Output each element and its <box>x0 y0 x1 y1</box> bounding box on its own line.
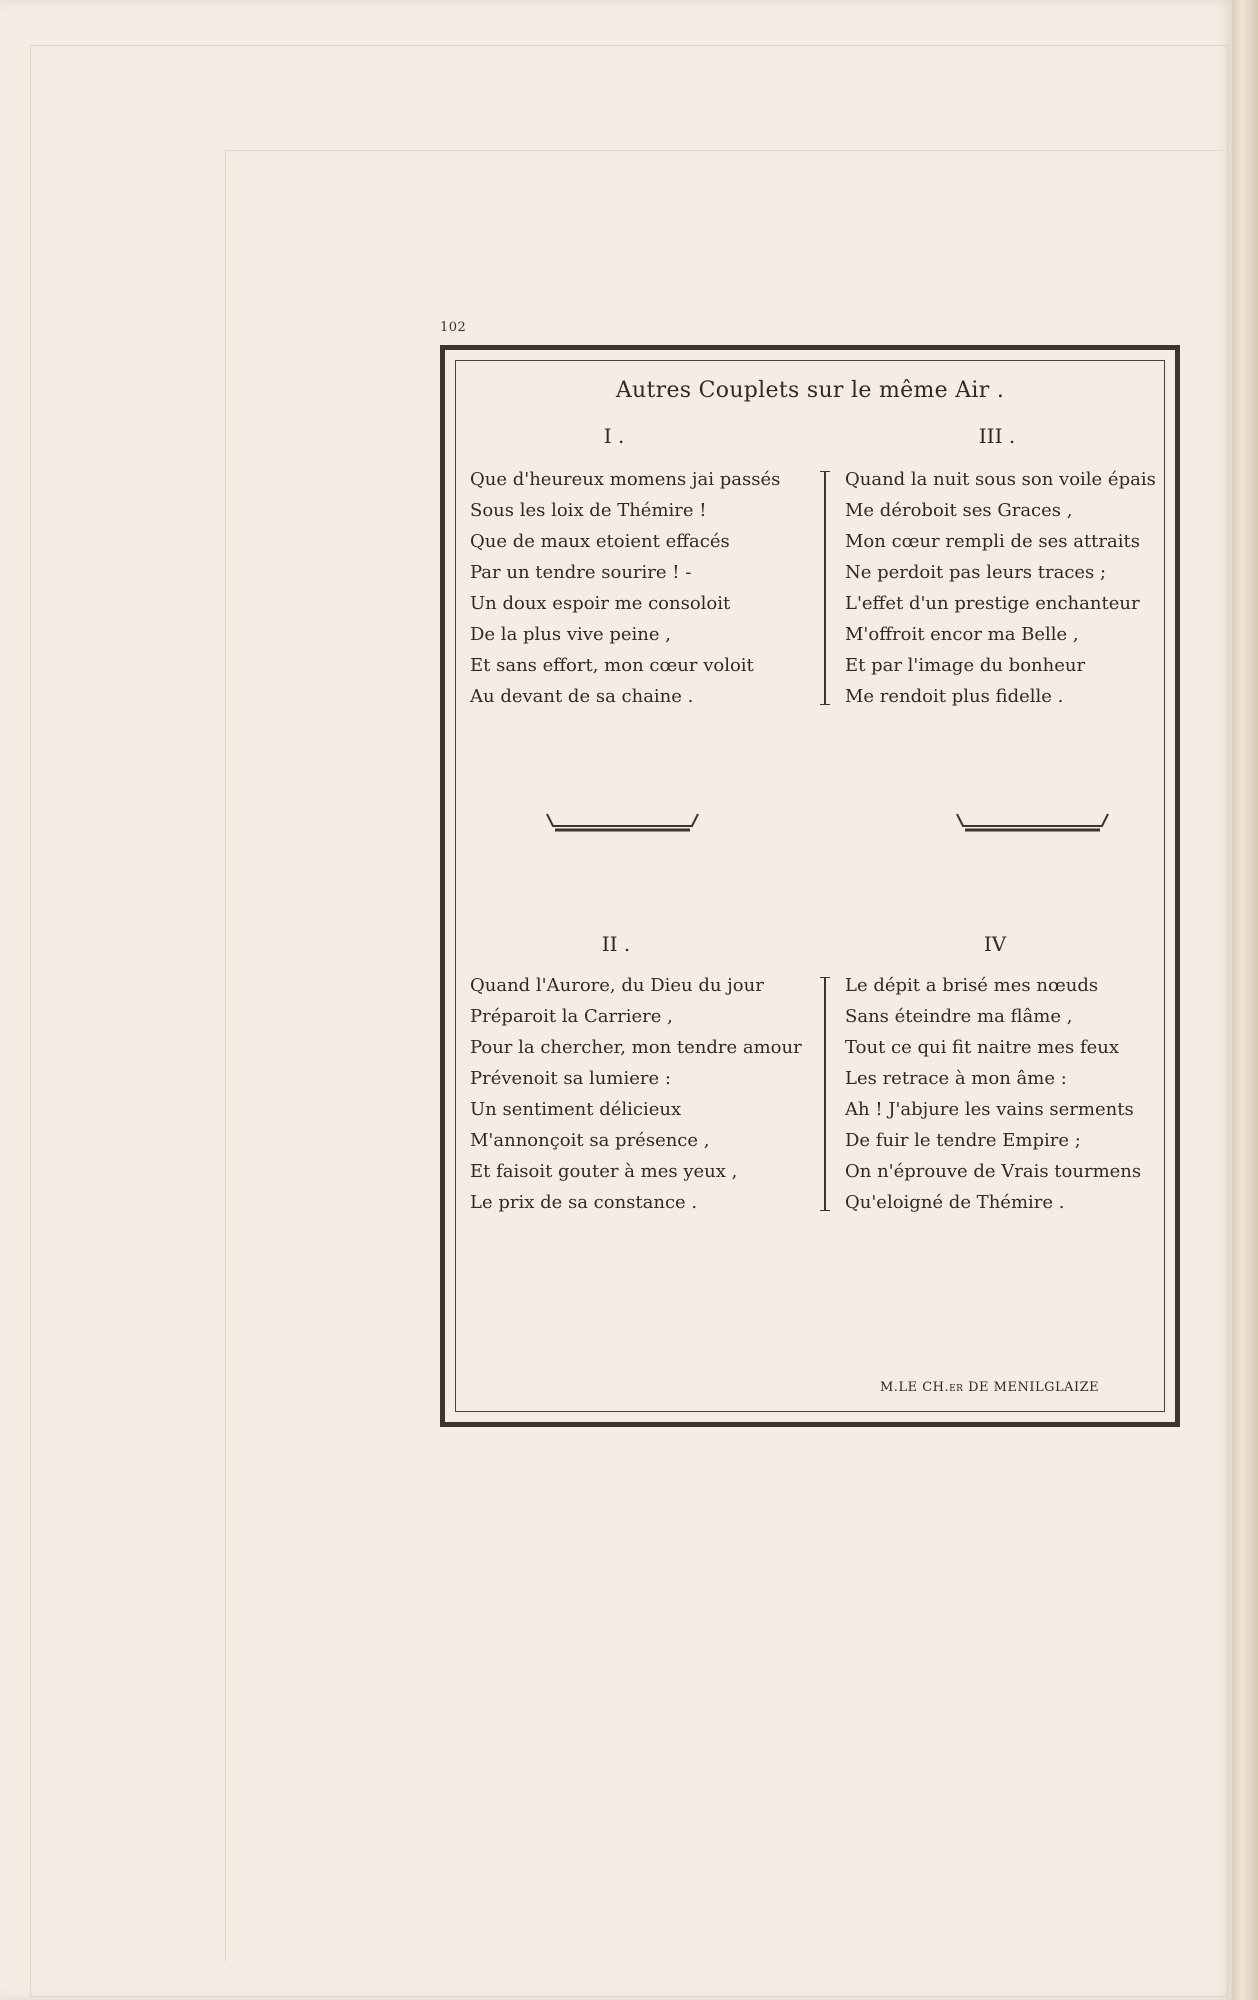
verse-line: Pour la chercher, mon tendre amour <box>470 1037 802 1058</box>
verse-line: Ne perdoit pas leurs traces ; <box>845 562 1107 583</box>
stanza-bracket-3 <box>820 471 830 705</box>
stanza-numeral-1: I . <box>603 424 625 448</box>
verse-line: Et sans effort, mon cœur voloit <box>470 655 754 676</box>
verse-line: Quand l'Aurore, du Dieu du jour <box>470 975 764 996</box>
verse-line: Me rendoit plus fidelle . <box>845 686 1064 707</box>
verse-line: M'annonçoit sa présence , <box>470 1130 710 1151</box>
stanza-numeral-3: III . <box>978 424 1016 448</box>
ornament-right <box>955 810 1110 836</box>
page-title: Autres Couplets sur le même Air . <box>615 378 1005 403</box>
verse-line: Sans éteindre ma flâme , <box>845 1006 1073 1027</box>
verse-line: Un doux espoir me consoloit <box>470 593 731 614</box>
verse-line: Le prix de sa constance . <box>470 1192 698 1213</box>
verse-line: Prévenoit sa lumiere : <box>470 1068 671 1089</box>
verse-line: De la plus vive peine , <box>470 624 671 645</box>
verse-line: Les retrace à mon âme : <box>845 1068 1067 1089</box>
verse-line: Et faisoit gouter à mes yeux , <box>470 1161 738 1182</box>
verse-line: Mon cœur rempli de ses attraits <box>845 531 1140 552</box>
verse-line: On n'éprouve de Vrais tourmens <box>845 1161 1142 1182</box>
stanza-3 <box>845 464 1156 712</box>
stanza-bracket-4 <box>820 977 830 1211</box>
stanza-4 <box>845 970 1141 1218</box>
stanza-1 <box>470 464 780 712</box>
verse-line: L'effet d'un prestige enchanteur <box>845 593 1140 614</box>
page-number: 102 <box>440 320 467 335</box>
verse-line: M'offroit encor ma Belle , <box>845 624 1079 645</box>
ornament-left <box>545 810 700 836</box>
stanza-numeral-4: IV <box>983 932 1007 956</box>
verse-line: Ah ! J'abjure les vains serments <box>845 1099 1134 1120</box>
verse-line: Par un tendre sourire ! - <box>470 562 692 583</box>
engraver-signature: M.LE CH.er DE MENILGLAIZE <box>880 1380 1100 1395</box>
verse-line: Que de maux etoient effacés <box>470 531 730 552</box>
verse-line: Qu'eloigné de Thémire . <box>845 1192 1065 1213</box>
page-edge <box>1232 0 1258 2000</box>
verse-line: Tout ce qui fit naitre mes feux <box>845 1037 1120 1058</box>
verse-line: Préparoit la Carriere , <box>470 1006 673 1027</box>
verse-line: Que d'heureux momens jai passés <box>470 469 781 490</box>
verse-line: Me déroboit ses Graces , <box>845 500 1073 521</box>
verse-line: De fuir le tendre Empire ; <box>845 1130 1081 1151</box>
verse-line: Sous les loix de Thémire ! <box>470 500 707 521</box>
verse-line: Et par l'image du bonheur <box>845 655 1086 676</box>
verse-line: Au devant de sa chaine . <box>470 686 694 707</box>
verse-line: Le dépit a brisé mes nœuds <box>845 975 1099 996</box>
verse-line: Quand la nuit sous son voile épais <box>845 469 1156 490</box>
verse-line: Un sentiment délicieux <box>470 1099 682 1120</box>
stanza-2 <box>470 970 802 1218</box>
stanza-numeral-2: II . <box>601 932 631 956</box>
